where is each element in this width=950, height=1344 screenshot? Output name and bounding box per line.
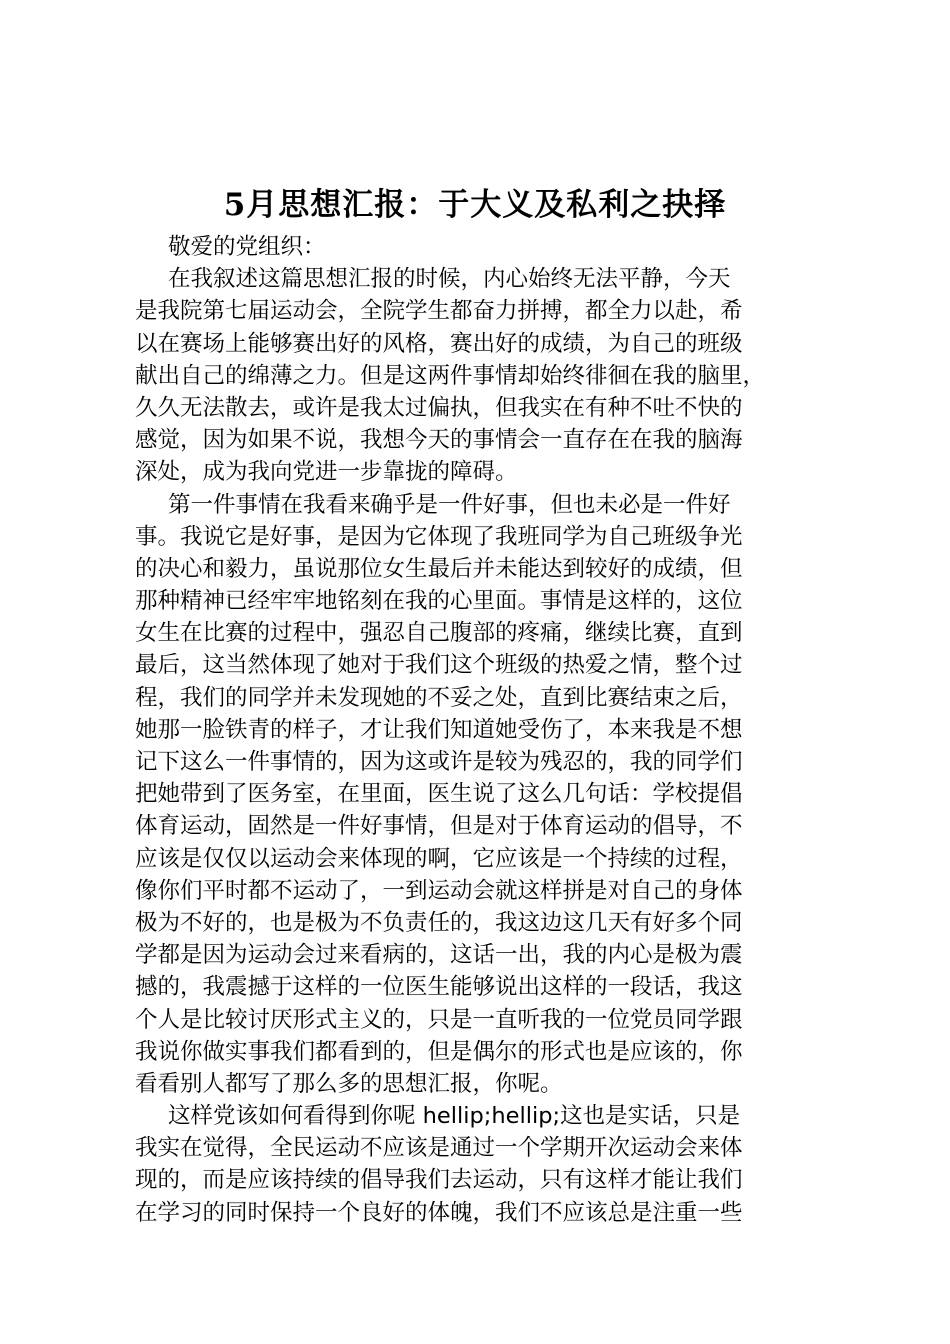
text-line: 极为不好的，也是极为不负责任的，我这边这几天有好多个同	[135, 909, 743, 936]
text-line: 我实在觉得，全民运动不应该是通过一个学期开次运动会来体	[135, 1135, 743, 1162]
text-line: 她那一脸铁青的样子，才让我们知道她受伤了，本来我是不想	[135, 716, 743, 743]
text-line: 把她带到了医务室，在里面，医生说了这么几句话：学校提倡	[135, 781, 743, 808]
document-body	[135, 231, 825, 1229]
text-line: 感觉，因为如果不说，我想今天的事情会一直存在在我的脑海	[135, 427, 743, 454]
text-line: 深处，成为我向党进一步靠拢的障碍。	[135, 459, 518, 486]
text-line: 最后，这当然体现了她对于我们这个班级的热爱之情，整个过	[135, 652, 743, 679]
text-line: 撼的，我震撼于这样的一位医生能够说出这样的一段话，我这	[135, 974, 743, 1001]
text-line: 那种精神已经牢牢地铭刻在我的心里面。事情是这样的，这位	[135, 588, 743, 615]
text-line: 事。我说它是好事，是因为它体现了我班同学为自己班级争光	[135, 523, 743, 550]
document-title	[0, 183, 950, 227]
text-line: 献出自己的绵薄之力。但是这两件事情却始终徘徊在我的脑里，	[135, 362, 766, 389]
text-line: 是我院第七届运动会，全院学生都奋力拼搏，都全力以赴，希	[135, 298, 743, 325]
text-line: 的决心和毅力，虽说那位女生最后并未能达到较好的成绩，但	[135, 555, 743, 582]
text-line: 以在赛场上能够赛出好的风格，赛出好的成绩，为自己的班级	[135, 330, 743, 357]
text-line: 在我叙述这篇思想汇报的时候，内心始终无法平静，今天	[168, 266, 731, 293]
text-line: 第一件事情在我看来确乎是一件好事，但也未必是一件好	[168, 491, 731, 518]
title-text: 月思想汇报：于大义及私利之抉择	[246, 187, 727, 223]
text-line: 敬爱的党组织：	[168, 234, 326, 260]
title-number: 5	[223, 187, 247, 223]
text-line: 程，我们的同学并未发现她的不妥之处，直到比赛结束之后，	[135, 684, 743, 711]
text-line: 看看别人都写了那么多的思想汇报，你呢。	[135, 1070, 563, 1097]
text-line: 应该是仅仅以运动会来体现的啊，它应该是一个持续的过程，	[135, 845, 743, 872]
text-line: 像你们平时都不运动了，一到运动会就这样拼是对自己的身体	[135, 877, 743, 904]
text-line: 在学习的同时保持一个良好的体魄，我们不应该总是注重一些	[135, 1199, 743, 1226]
text-line: 现的，而是应该持续的倡导我们去运动，只有这样才能让我们	[135, 1167, 743, 1194]
text-line: 学都是因为运动会过来看病的，这话一出，我的内心是极为震	[135, 942, 743, 969]
text-line: 体育运动，固然是一件好事情，但是对于体育运动的倡导，不	[135, 813, 743, 840]
text-line: 这样党该如何看得到你呢 hellip;hellip;这也是实话，只是	[168, 1103, 741, 1130]
text-line: 记下这么一件事情的，因为这或许是较为残忍的，我的同学们	[135, 749, 743, 775]
text-line: 个人是比较讨厌形式主义的，只是一直听我的一位党员同学跟	[135, 1006, 743, 1033]
text-line: 我说你做实事我们都看到的，但是偶尔的形式也是应该的，你	[135, 1038, 743, 1065]
text-line: 久久无法散去，或许是我太过偏执，但我实在有种不吐不快的	[135, 394, 743, 421]
text-line: 女生在比赛的过程中，强忍自己腹部的疼痛，继续比赛，直到	[135, 620, 743, 647]
